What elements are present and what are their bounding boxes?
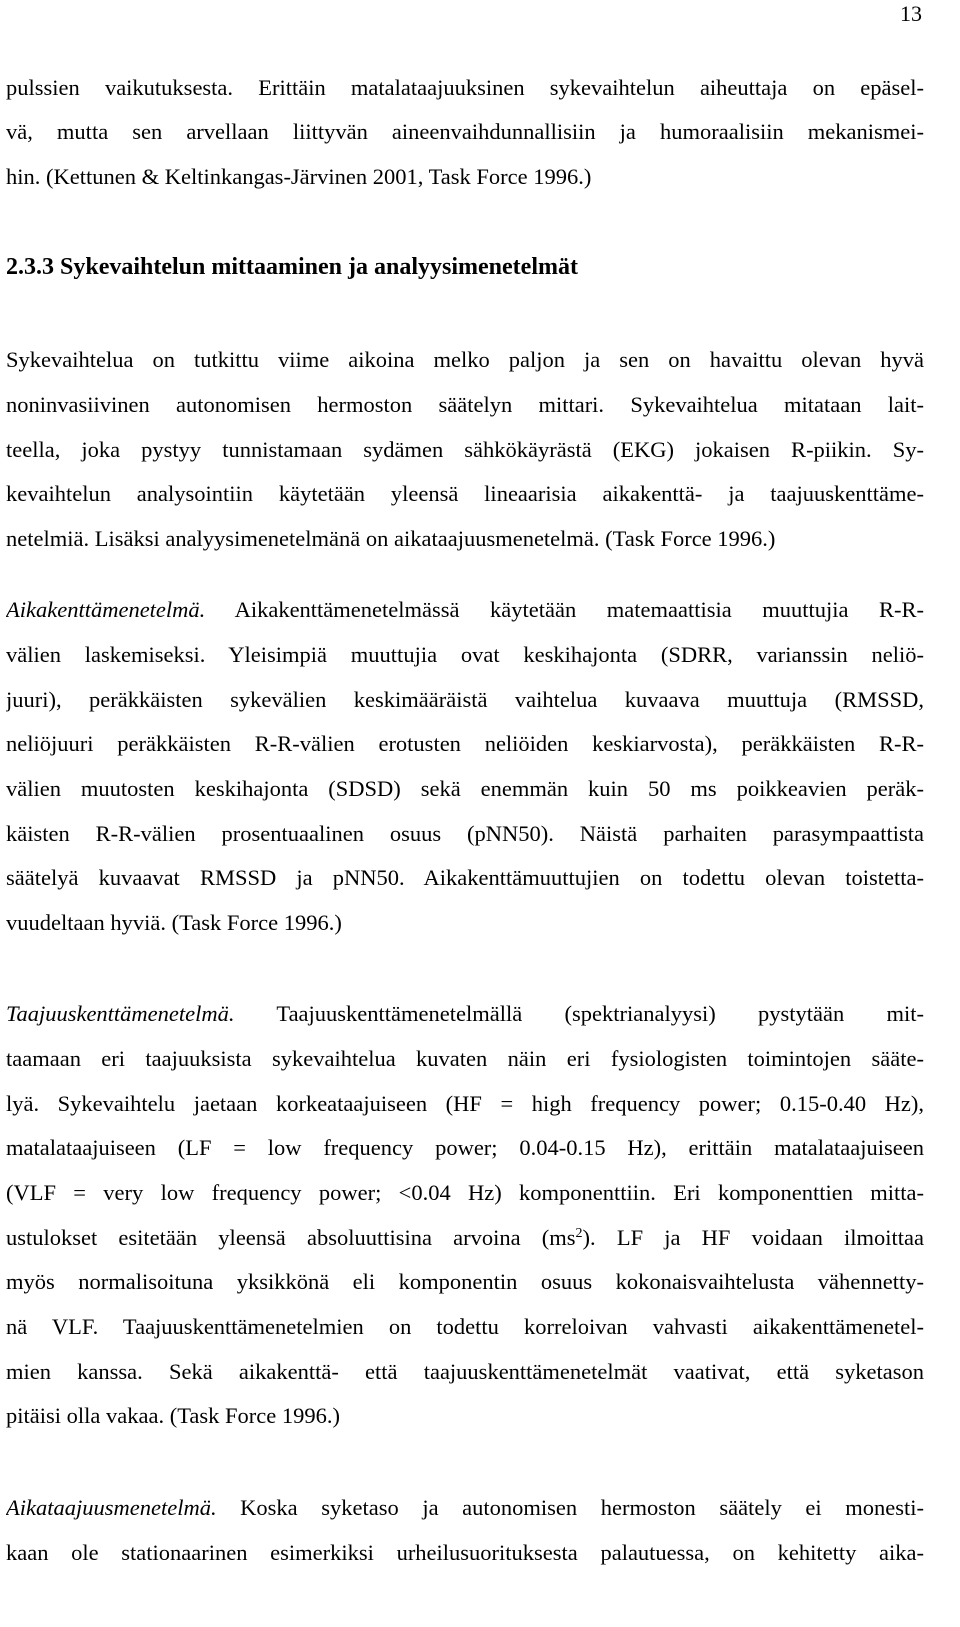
section-heading: 2.3.3 Sykevaihtelun mittaaminen ja analyysimenetelmät: [6, 254, 578, 280]
time-frequency-term: Aikataajuusmenetelmä.: [6, 1495, 217, 1520]
paragraph1-line-5: netelmiä. Lisäksi analyysimenetelmänä on aikataajuusmenetelmä. (Task Force 1996.): [6, 526, 776, 551]
frequency-domain-line-1: [6, 1000, 924, 1028]
paragraph1-line-3: teella, joka pystyy tunnistamaan sydämen sähkökäyrästä (EKG) jokaisen R-piikin. Sy-: [6, 437, 924, 462]
frequency-domain-line-8: nä VLF. Taajuuskenttämenetelmien on todettu korreloivan vahvasti aikakenttämenetel-: [6, 1314, 924, 1339]
paragraph1-line-2: noninvasiivinen autonomisen hermoston säätelyn mittari. Sykevaihtelua mitataan lait-: [6, 392, 924, 417]
intro-line-1: pulssien vaikutuksesta. Erittäin matalataajuuksinen sykevaihtelun aiheuttaja on epäsel-: [6, 75, 924, 100]
time-domain-term: Aikakenttämenetelmä.: [6, 597, 206, 622]
frequency-domain-line-1-text: Taajuuskenttämenetelmällä (spektrianalyysi) pystytään mit-: [234, 1001, 924, 1026]
intro-line-2: vä, mutta sen arvellaan liittyvän aineenvaihdunnallisiin ja humoraalisiin mekanismei-: [6, 119, 924, 144]
time-domain-line-4: neliöjuuri peräkkäisten R-R-välien erotusten neliöiden keskiarvosta), peräkkäisten R-R-: [6, 731, 924, 756]
frequency-domain-term: Taajuuskenttämenetelmä.: [6, 1001, 235, 1026]
intro-line-3: hin. (Kettunen & Keltinkangas-Järvinen 2001, Task Force 1996.): [6, 164, 592, 189]
frequency-domain-line-10: pitäisi olla vakaa. (Task Force 1996.): [6, 1403, 340, 1428]
time-domain-line-8: vuudeltaan hyviä. (Task Force 1996.): [6, 910, 342, 935]
time-domain-line-1-text: Aikakenttämenetelmässä käytetään matemaattisia muuttujia R-R-: [205, 597, 924, 622]
time-frequency-line-1: [6, 1494, 924, 1522]
frequency-domain-line-6-before: ustulokset esitetään yleensä absoluuttisina arvoina (ms: [6, 1225, 576, 1250]
time-domain-line-6: käisten R-R-välien prosentuaalinen osuus (pNN50). Näistä parhaiten parasympaattista: [6, 821, 924, 846]
time-domain-line-5: välien muutosten keskihajonta (SDSD) sekä enemmän kuin 50 ms poikkeavien peräk-: [6, 776, 924, 801]
paragraph1-line-4: kevaihtelun analysointiin käytetään yleensä lineaarisia aikakenttä- ja taajuuskenttäme-: [6, 481, 924, 506]
frequency-domain-line-7: myös normalisoituna yksikkönä eli komponentin osuus kokonaisvaihtelusta vähennetty-: [6, 1269, 924, 1294]
time-frequency-line-1-text: Koska syketaso ja autonomisen hermoston säätely ei monesti-: [216, 1495, 924, 1520]
time-frequency-line-2: kaan ole stationaarinen esimerkiksi urheilusuorituksesta palautuessa, on kehitetty aika-: [6, 1540, 924, 1565]
frequency-domain-line-9: mien kanssa. Sekä aikakenttä- että taajuuskenttämenetelmät vaativat, että syketason: [6, 1359, 924, 1384]
frequency-domain-line-6: [6, 1224, 924, 1252]
page-number: 13: [900, 1, 922, 26]
time-domain-line-3: juuri), peräkkäisten sykevälien keskimääräistä vaihtelua kuvaava muuttuja (RMSSD,: [6, 687, 924, 712]
time-domain-line-1: [6, 596, 924, 624]
frequency-domain-line-5: (VLF = very low frequency power; <0.04 Hz) komponenttiin. Eri komponenttien mitta-: [6, 1180, 924, 1205]
time-domain-line-7: säätelyä kuvaavat RMSSD ja pNN50. Aikakenttämuuttujien on todettu olevan toistetta-: [6, 865, 924, 890]
frequency-domain-line-3: lyä. Sykevaihtelu jaetaan korkeataajuiseen (HF = high frequency power; 0.15-0.40 Hz),: [6, 1091, 924, 1116]
frequency-domain-line-4: matalataajuiseen (LF = low frequency power; 0.04-0.15 Hz), erittäin matalataajuiseen: [6, 1135, 924, 1160]
paragraph1-line-1: Sykevaihtelua on tutkittu viime aikoina melko paljon ja sen on havaittu olevan hyvä: [6, 347, 924, 372]
time-domain-line-2: välien laskemiseksi. Yleisimpiä muuttujia ovat keskihajonta (SDRR, varianssin neliö-: [6, 642, 924, 667]
frequency-domain-line-2: taamaan eri taajuuksista sykevaihtelua kuvaten näin eri fysiologisten toimintojen sääte-: [6, 1046, 924, 1071]
superscript-2: 2: [575, 1226, 583, 1241]
frequency-domain-line-6-after: ). LF ja HF voidaan ilmoittaa: [582, 1225, 924, 1250]
